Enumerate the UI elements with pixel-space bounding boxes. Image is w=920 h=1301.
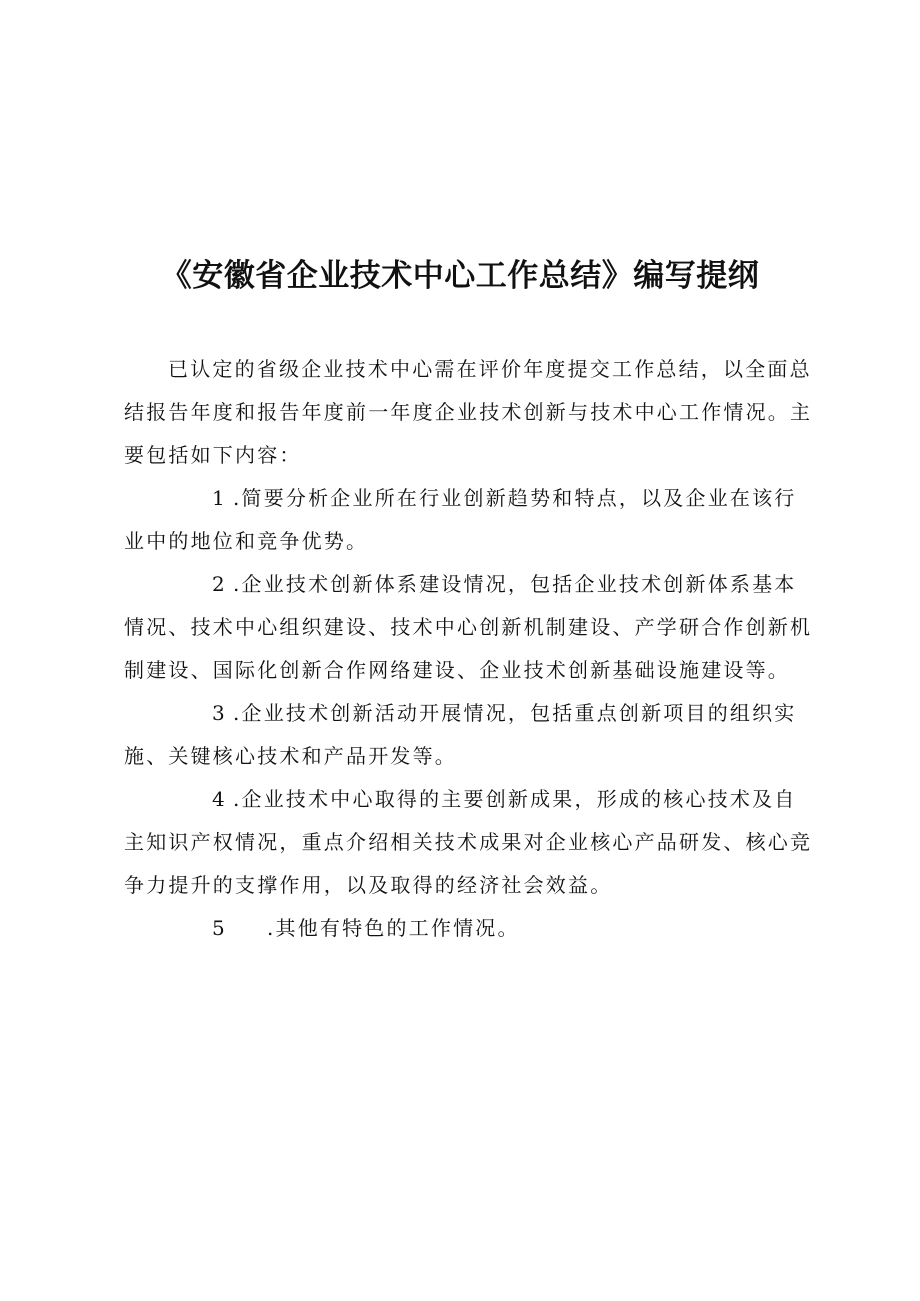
item-number: 1 bbox=[212, 486, 227, 510]
list-item bbox=[124, 778, 814, 907]
document-title: 《安徽省企业技术中心工作总结》编写提纲 bbox=[160, 258, 760, 294]
item-text: .企业技术创新体系建设情况，包括企业技术创新体系基本情况、技术中心组织建设、技术中心创新机制建设、产学研合作创新机制建设、国际化创新合作网络建设、企业技术创新基础设施建设等。 bbox=[124, 572, 813, 682]
item-number: 4 bbox=[212, 787, 227, 811]
intro-paragraph: 已认定的省级企业技术中心需在评价年度提交工作总结，以全面总结报告年度和报告年度前一年度企业技术创新与技术中心工作情况。主要包括如下内容： bbox=[124, 357, 813, 467]
list-item bbox=[124, 692, 814, 778]
list-item bbox=[124, 907, 814, 950]
item-number: 3 bbox=[212, 701, 227, 725]
item-text: .其他有特色的工作情况。 bbox=[266, 916, 520, 940]
item-number: 2 bbox=[212, 572, 227, 596]
list-item bbox=[124, 477, 814, 563]
item-text: .企业技术创新活动开展情况，包括重点创新项目的组织实施、关键核心技术和产品开发等。 bbox=[124, 701, 797, 768]
item-text: .简要分析企业所在行业创新趋势和特点，以及企业在该行业中的地位和竞争优势。 bbox=[124, 486, 797, 553]
document-body bbox=[124, 348, 814, 950]
item-text: .企业技术中心取得的主要创新成果，形成的核心技术及自主知识产权情况，重点介绍相关技术成果对企业核心产品研发、核心竞争力提升的支撑作用，以及取得的经济社会效益。 bbox=[124, 787, 813, 897]
item-number: 5 bbox=[212, 916, 227, 940]
list-item bbox=[124, 563, 814, 692]
